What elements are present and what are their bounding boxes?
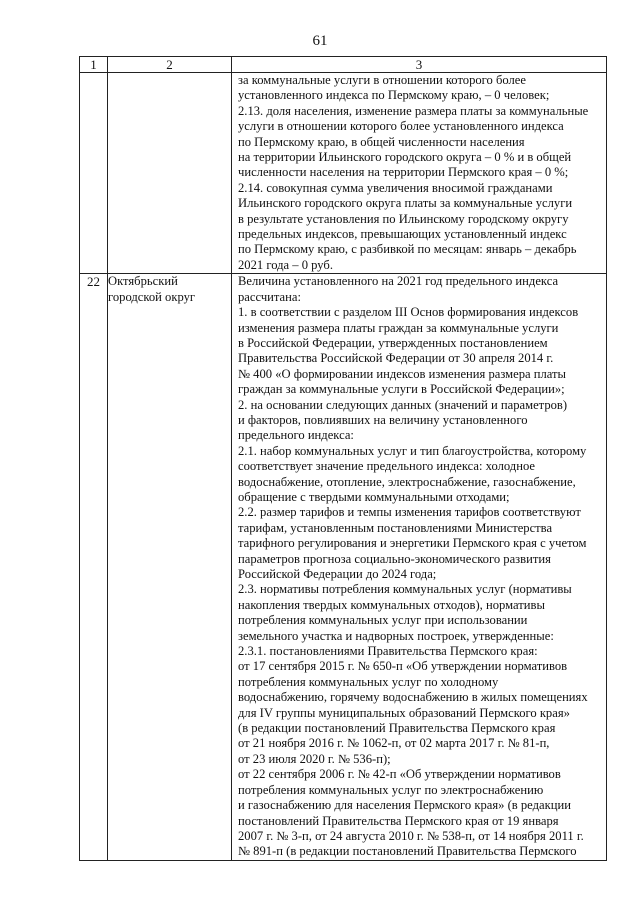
text-line: городской округ	[108, 289, 196, 304]
text-line: в Российской Федерации, утвержденных постановлением	[238, 335, 548, 350]
text-line: рассчитана:	[238, 289, 301, 304]
text-line: изменения размера платы граждан за коммунальные услуги	[238, 320, 559, 335]
text-line: от 17 сентября 2015 г. № 650-п «Об утверждении нормативов	[238, 659, 568, 674]
text-line: 2.1. набор коммунальных услуг и тип благоустройства, которому	[238, 443, 587, 458]
table-row-22	[80, 274, 607, 860]
content-cell	[232, 73, 607, 274]
text-line: за коммунальные услуги в отношении которого более	[238, 73, 526, 87]
table-row-continued	[80, 73, 607, 274]
text-line: накопления твердых коммунальных отходов), нормативы	[238, 597, 545, 612]
text-line: 2.14. совокупная сумма увеличения вносимой гражданами	[238, 180, 553, 195]
text-line: для IV группы муниципальных образований Пермского края»	[238, 705, 570, 720]
header-col-1: 1	[80, 57, 108, 73]
text-line: установленного индекса по Пермскому краю, – 0 человек;	[238, 88, 550, 103]
district-cell	[108, 73, 232, 274]
content-cell	[232, 274, 607, 860]
text-line: по Пермскому краю, с разбивкой по месяцам: январь – декабрь	[238, 242, 577, 257]
text-line: Российской Федерации до 2024 года;	[238, 567, 437, 581]
text-line: постановлений Правительства Пермского края от 19 января	[238, 813, 559, 828]
text-line: 2.3. нормативы потребления коммунальных услуг (нормативы	[238, 582, 572, 597]
text-line: и факторов, повлиявших на величину установленного	[238, 412, 528, 427]
text-line: тарифам, установленным постановлениями Министерства	[238, 520, 553, 535]
text-line: 2.13. доля населения, изменение размера платы за коммунальные	[238, 103, 589, 118]
text-line: соответствует значение предельного индекса: холодное	[238, 459, 535, 474]
text-line: 2.2. размер тарифов и темпы изменения тарифов соответствуют	[238, 505, 581, 520]
text-line: Октябрьский	[108, 274, 178, 289]
text-line: численности населения на территории Пермского края – 0 %;	[238, 165, 569, 180]
text-line: потребления коммунальных услуг при использовании	[238, 613, 528, 628]
text-line: земельного участка и надворных построек, утвержденные:	[238, 628, 554, 643]
text-line: на территории Ильинского городского округа – 0 % и в общей	[238, 150, 572, 165]
text-line: 2021 года – 0 руб.	[238, 257, 333, 272]
text-line: от 23 июля 2020 г. № 536-п);	[238, 751, 391, 766]
text-line: 2007 г. № 3-п, от 24 августа 2010 г. № 538-п, от 14 ноября 2011 г.	[238, 828, 584, 843]
table-header-row	[80, 57, 607, 73]
text-line: № 400 «О формировании индексов изменения размера платы	[238, 366, 566, 381]
row-number-cell: 22	[80, 274, 108, 860]
text-line: от 22 сентября 2006 г. № 42-п «Об утверждении нормативов	[238, 767, 561, 782]
text-line: водоснабжению, горячему водоснабжению в жилых помещениях	[238, 690, 588, 705]
text-line: потребления коммунальных услуг по холодному	[238, 674, 499, 689]
text-line: и газоснабжению для населения Пермского края» (в редакции	[238, 798, 571, 813]
text-line: предельного индекса:	[238, 428, 354, 443]
text-line: обращение с твердыми коммунальными отходами;	[238, 489, 510, 504]
text-line: параметров прогноза социально-экономического развития	[238, 551, 551, 566]
page-number: 61	[312, 33, 328, 49]
text-line: Ильинского городского округа платы за коммунальные услуги	[238, 196, 573, 211]
text-line: потребления коммунальных услуг по электроснабжению	[238, 782, 544, 797]
text-line: (в редакции постановлений Правительства Пермского края	[238, 721, 556, 736]
text-line: Величина установленного на 2021 год предельного индекса	[238, 274, 559, 289]
row-number-cell	[80, 73, 108, 274]
text-line: 2.3.1. постановлениями Правительства Пермского края:	[238, 644, 538, 659]
text-line: тарифного регулирования и энергетики Пермского края с учетом	[238, 536, 587, 551]
text-line: Правительства Российской Федерации от 30 апреля 2014 г.	[238, 351, 554, 366]
text-line: в результате установления по Ильинскому городскому округу	[238, 211, 569, 226]
text-line: 2. на основании следующих данных (значений и параметров)	[238, 397, 568, 412]
text-line: № 891-п (в редакции постановлений Правительства Пермского	[238, 844, 577, 859]
district-cell	[108, 274, 232, 860]
header-col-2: 2	[108, 57, 232, 73]
text-line: предельных индексов, превышающих установленный индекс	[238, 227, 567, 242]
text-line: услуги в отношении которого более установленного индекса	[238, 119, 564, 134]
document-table	[79, 56, 607, 861]
text-line: по Пермскому краю, в общей численности населения	[238, 134, 525, 149]
text-line: от 21 ноября 2016 г. № 1062-п, от 02 марта 2017 г. № 81-п,	[238, 736, 550, 751]
text-line: граждан за коммунальные услуги в Российской Федерации»;	[238, 382, 565, 397]
text-line: водоснабжение, отопление, электроснабжение, газоснабжение,	[238, 474, 576, 489]
header-col-3: 3	[232, 57, 607, 73]
text-line: 1. в соответствии с разделом III Основ формирования индексов	[238, 305, 579, 320]
